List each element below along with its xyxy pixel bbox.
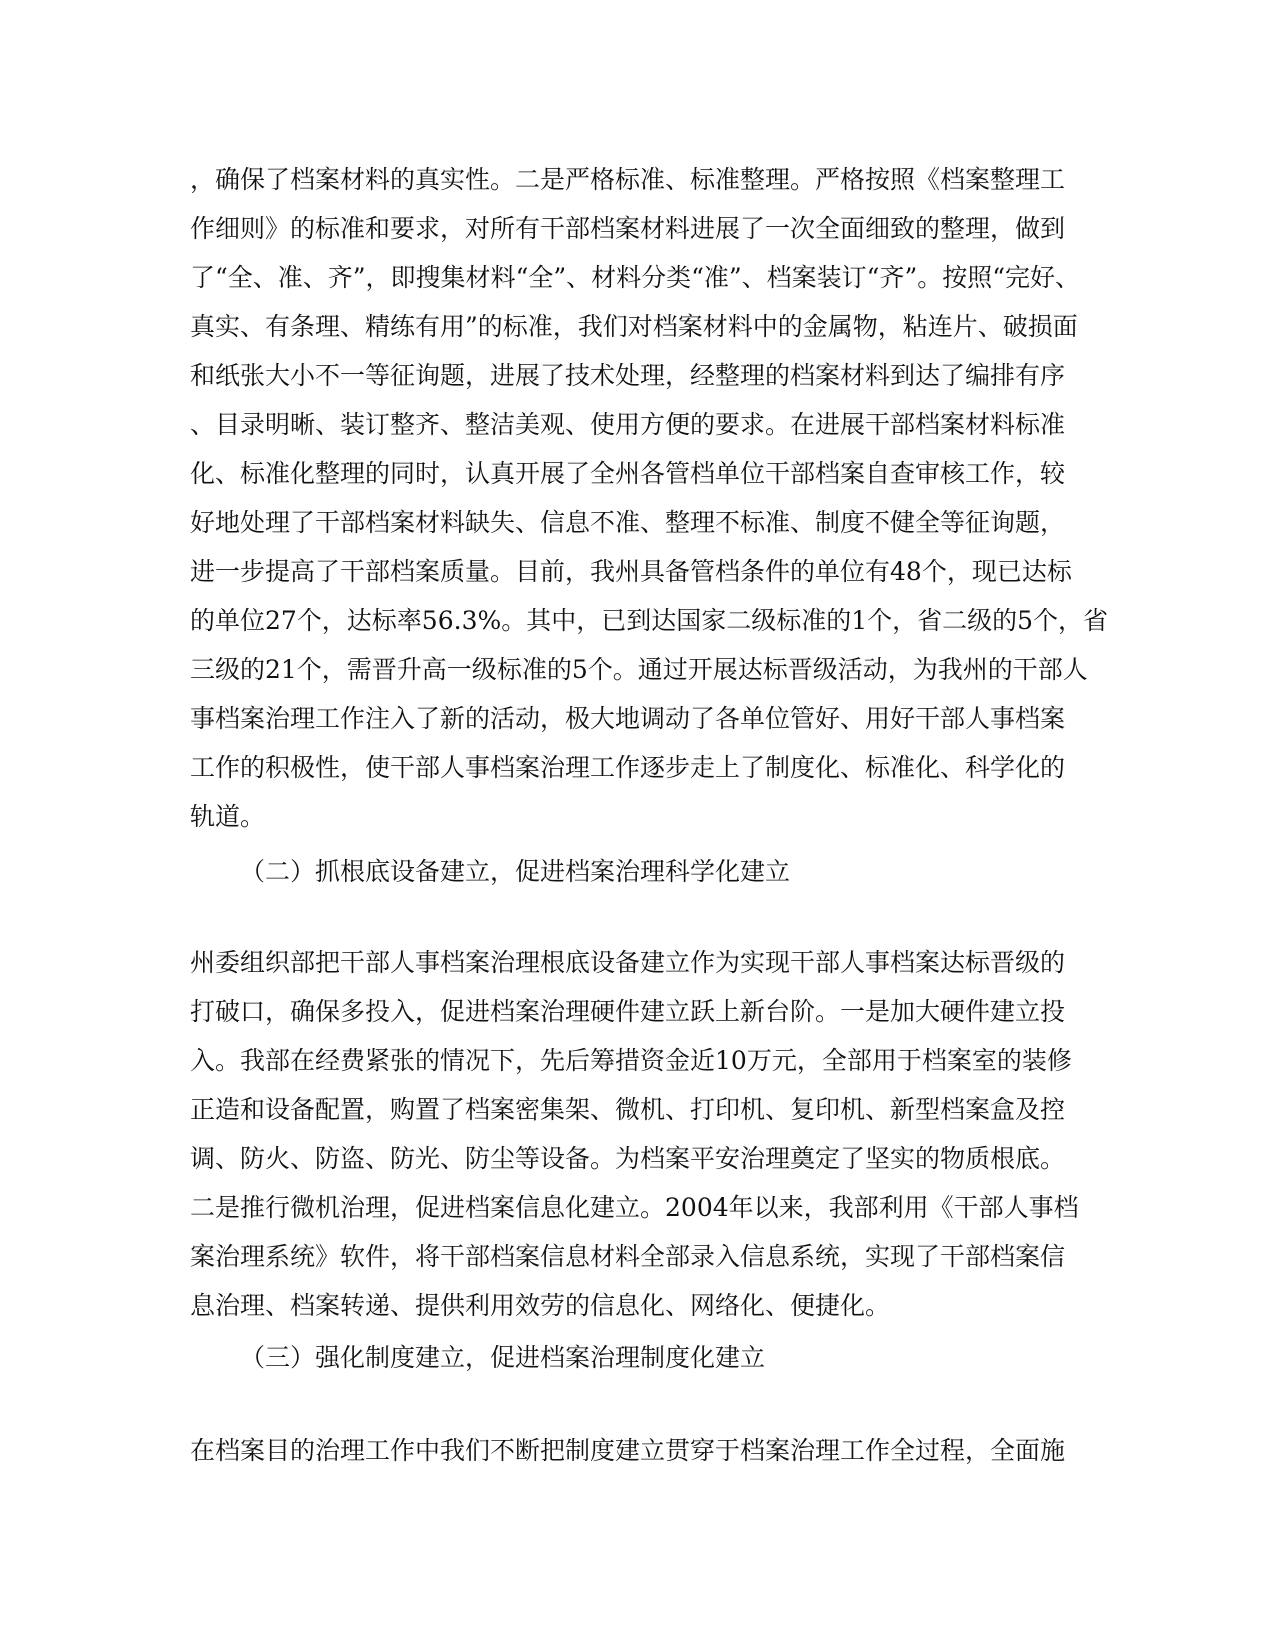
text-line: 案治理系统》软件，将干部档案信息材料全部录入信息系统，实现了干部档案信 [190,1242,1066,1271]
paragraph-archive-standardization [190,155,1109,841]
text-line: 调、防火、防盗、防光、防尘等设备。为档案平安治理奠定了坚实的物质根底。 [190,1144,1066,1173]
text-line: 作细则》的标准和要求，对所有干部档案材料进展了一次全面细致的整理，做到 [190,214,1066,243]
text-line: 入。我部在经费紧张的情况下，先后筹措资金近10万元，全部用于档案室的装修 [190,1046,1072,1075]
text-line: 了“全、准、齐”，即搜集材料“全”、材料分类“准”、档案装订“齐”。按照“完好、 [190,263,1081,292]
text-line: 真实、有条理、精练有用”的标准，我们对档案材料中的金属物，粘连片、破损面 [190,312,1078,341]
paragraph-institution [190,1426,1080,1475]
text-line: 正造和设备配置，购置了档案密集架、微机、打印机、复印机、新型档案盒及控 [190,1095,1066,1124]
text-line: 三级的21个，需晋升高一级标准的5个。通过开展达标晋级活动，为我州的干部人 [190,655,1088,684]
section-heading-institution: （三）强化制度建立，促进档案治理制度化建立 [240,1343,766,1372]
text-line: 的单位27个，达标率56.3%。其中，已到达国家二级标准的1个，省二级的5个，省 [190,606,1109,635]
text-line: 工作的积极性，使干部人事档案治理工作逐步走上了制度化、标准化、科学化的 [190,753,1066,782]
text-line: 进一步提高了干部档案质量。目前，我州具备管档条件的单位有48个，现已达标 [190,557,1072,586]
paragraph-infrastructure [190,938,1080,1330]
text-line: 轨道。 [190,802,266,831]
text-line: 二是推行微机治理，促进档案信息化建立。2004年以来，我部利用《干部人事档 [190,1193,1079,1222]
text-line: 打破口，确保多投入，促进档案治理硬件建立跃上新台阶。一是加大硬件建立投 [190,997,1066,1026]
text-line: ，确保了档案材料的真实性。二是严格标准、标准整理。严格按照《档案整理工 [190,165,1066,194]
text-line: 、目录明晰、装订整齐、整洁美观、使用方便的要求。在进展干部档案材料标准 [190,410,1066,439]
text-line: 息治理、档案转递、提供利用效劳的信息化、网络化、便捷化。 [190,1291,891,1320]
text-line: 好地处理了干部档案材料缺失、信息不准、整理不标准、制度不健全等征询题， [190,508,1066,537]
text-line: 州委组织部把干部人事档案治理根底设备建立作为实现干部人事档案达标晋级的 [190,948,1066,977]
section-heading-infrastructure: （二）抓根底设备建立，促进档案治理科学化建立 [240,857,791,886]
text-line: 事档案治理工作注入了新的活动，极大地调动了各单位管好、用好干部人事档案 [190,704,1066,733]
text-line: 和纸张大小不一等征询题，进展了技术处理，经整理的档案材料到达了编排有序 [190,361,1066,390]
text-line: 在档案目的治理工作中我们不断把制度建立贯穿于档案治理工作全过程，全面施 [190,1436,1066,1465]
text-line: 化、标准化整理的同时，认真开展了全州各管档单位干部档案自查审核工作，较 [190,459,1066,488]
